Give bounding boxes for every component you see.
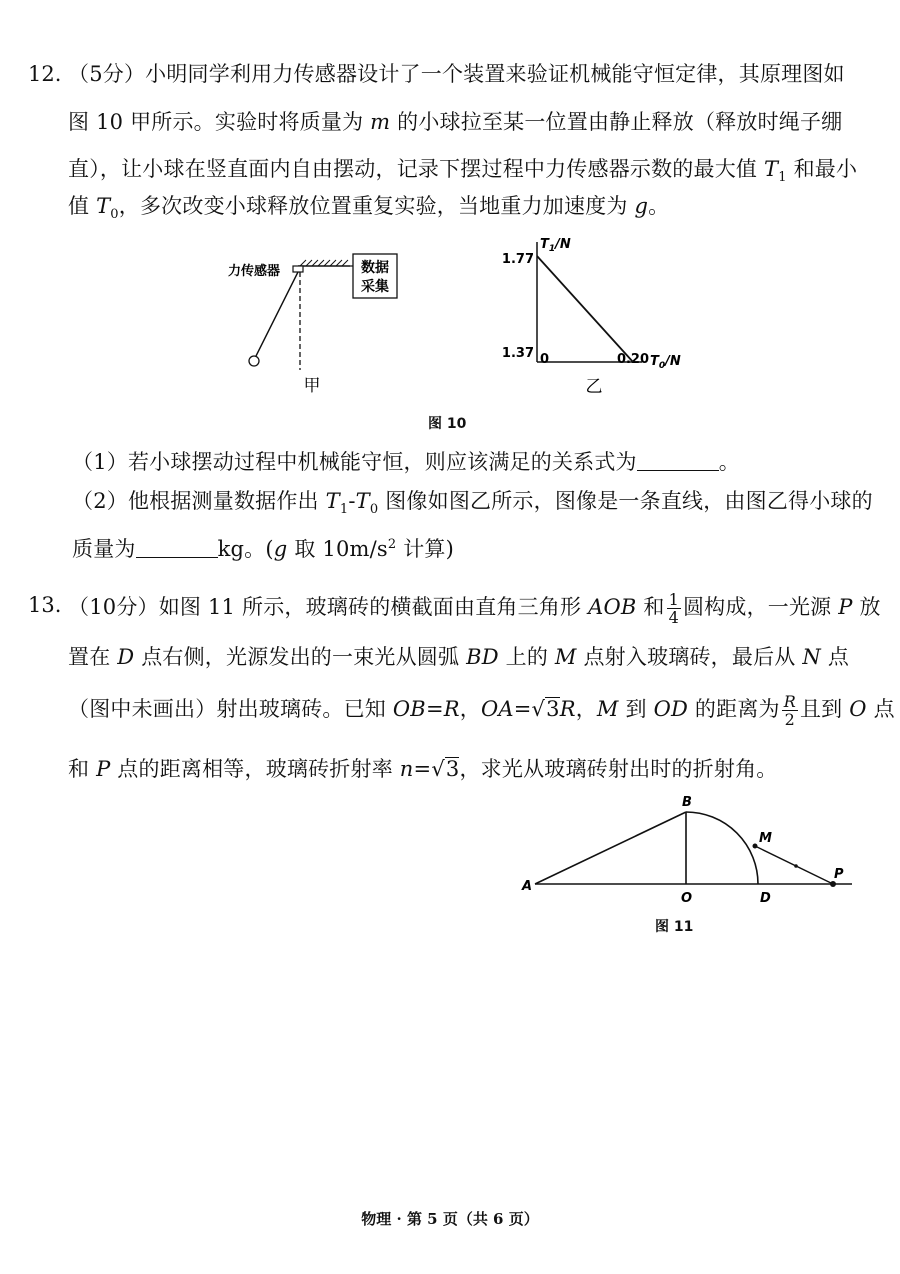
q12-line-3: 直），让小球在竖直面内自由摆动，记录下摆过程中力传感器示数的最大值 $T_1$ 和最小 — [68, 157, 858, 186]
answer-blank-2 — [136, 539, 218, 558]
question-13-number: 13. — [28, 593, 62, 617]
fraction-quarter: $\frac{1}{4}$ — [668, 590, 679, 627]
pendulum-ball — [249, 356, 259, 366]
figure-11-caption: 图 11 — [655, 919, 694, 935]
figure-jia-label: 甲 — [303, 376, 321, 396]
figure-yi-label: 乙 — [585, 377, 603, 397]
q12-subquestion-2: （2）他根据测量数据作出 $T_1-T_0$ 图像如图乙所示，图像是一条直线，由图乙得小球的 — [72, 489, 873, 518]
light-ray-pm — [755, 846, 833, 884]
q13-line-2: 置在 D 点右侧，光源发出的一束光从圆弧 BD 上的 M 点射入玻璃砖，最后从 N 点 — [68, 645, 850, 669]
label-m: M — [759, 831, 772, 846]
arc-bd — [686, 812, 758, 884]
fraction-r-half: $\frac{R}{2}$ — [783, 692, 796, 729]
answer-blank-1 — [637, 452, 719, 471]
ray-mark — [794, 864, 798, 868]
sensor-label: 力传感器 — [228, 264, 281, 279]
hypotenuse-ab — [535, 812, 686, 884]
page-footer: 物理 · 第 5 页（共 6 页） — [361, 1210, 539, 1228]
q13-line-3: （图中未画出）射出玻璃砖。已知 OB=R，OA=√3R，M 到 OD 的距离为 $\frac{R}{2}$ 且到 O 点 — [68, 692, 895, 729]
question-12-number: 12. — [28, 62, 62, 86]
y-tick-low: 1.37 — [501, 346, 534, 361]
q12-subquestion-2-cont: 质量为 kg。(g 取 $10m/s^2$ 计算) — [72, 537, 455, 561]
series-line — [537, 256, 633, 362]
y-tick-high: 1.77 — [501, 252, 534, 267]
figure-11-geometry — [510, 790, 870, 910]
label-b: B — [682, 795, 692, 810]
q12-line-1: （5分）小明同学利用力传感器设计了一个装置来验证机械能守恒定律，其原理图如 — [68, 62, 845, 86]
point-m — [753, 844, 758, 849]
q13-line-1: （10分）如图 11 所示，玻璃砖的横截面由直角三角形 AOB 和 $\frac{1}{4}$ 圆构成，一光源 P 放 — [68, 590, 881, 627]
label-d: D — [760, 891, 771, 906]
y-axis-label: $T_1/N$ — [540, 237, 571, 254]
data-box-text-2: 采集 — [361, 279, 389, 295]
label-a: A — [522, 879, 533, 894]
q12-line-2: 图 10 甲所示。实验时将质量为 m 的小球拉至某一位置由静止释放（释放时绳子绷 — [68, 110, 843, 134]
x-tick-high: 0.20 — [616, 352, 650, 367]
force-sensor — [293, 266, 303, 272]
x-axis-label: $T_0/N$ — [650, 354, 681, 371]
q12-subquestion-1: （1）若小球摆动过程中机械能守恒，则应该满足的关系式为 。 — [72, 450, 740, 474]
data-box-text-1: 数据 — [361, 260, 389, 276]
figure-10-caption: 图 10 — [428, 416, 467, 432]
label-p: P — [834, 867, 844, 882]
figure-10-graph — [490, 232, 700, 402]
label-o: O — [681, 891, 693, 906]
x-tick-0: 0 — [540, 352, 550, 367]
q12-line-4: 值 $T_0$，多次改变小球释放位置重复实验，当地重力加速度为 g。 — [68, 194, 670, 223]
q13-line-4: 和 P 点的距离相等，玻璃砖折射率 n=√3，求光从玻璃砖射出时的折射角。 — [68, 757, 778, 781]
figure-10-apparatus — [220, 248, 410, 398]
